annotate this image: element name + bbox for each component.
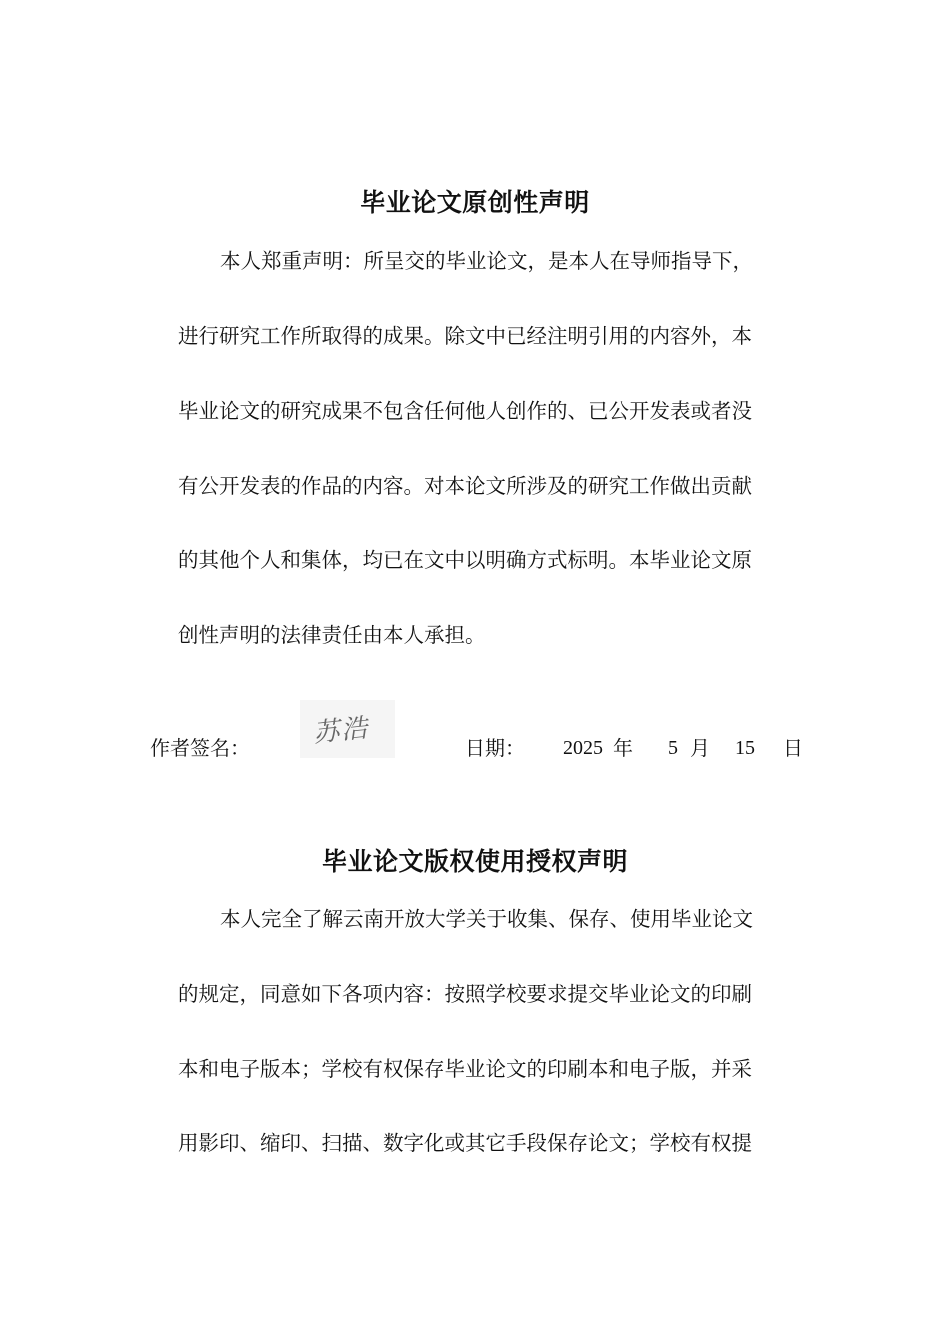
date-day-unit: 日 [783, 736, 803, 760]
author-signature-label: 作者签名： [150, 736, 250, 760]
authorization-line: 本和电子版本；学校有权保存毕业论文的印刷本和电子版，并采 [178, 1057, 752, 1081]
authorization-line: 用影印、缩印、扫描、数字化或其它手段保存论文；学校有权提 [178, 1131, 752, 1155]
declaration-line: 创性声明的法律责任由本人承担。 [178, 623, 486, 647]
declaration-line: 本人郑重声明：所呈交的毕业论文，是本人在导师指导下， [220, 249, 753, 273]
authorization-line: 的规定，同意如下各项内容：按照学校要求提交毕业论文的印刷 [178, 982, 752, 1006]
handwritten-signature [300, 700, 395, 758]
declaration-line: 毕业论文的研究成果不包含任何他人创作的、已公开发表或者没 [178, 399, 752, 423]
date-year: 2025 [563, 737, 603, 759]
date-year-unit: 年 [613, 736, 633, 760]
date-label: 日期： [465, 736, 525, 760]
authorization-title: 毕业论文版权使用授权声明 [321, 847, 628, 876]
date-month-unit: 月 [690, 736, 710, 760]
declaration-line: 有公开发表的作品的内容。对本论文所涉及的研究工作做出贡献 [178, 474, 752, 498]
authorization-line: 本人完全了解云南开放大学关于收集、保存、使用毕业论文 [220, 907, 753, 931]
date-day: 15 [735, 737, 755, 759]
declaration-title: 毕业论文原创性声明 [360, 188, 590, 217]
date-month: 5 [668, 737, 678, 759]
declaration-line: 进行研究工作所取得的成果。除文中已经注明引用的内容外，本 [178, 324, 752, 348]
signature-text: 苏浩 [311, 713, 371, 749]
declaration-line: 的其他个人和集体，均已在文中以明确方式标明。本毕业论文原 [178, 548, 752, 572]
